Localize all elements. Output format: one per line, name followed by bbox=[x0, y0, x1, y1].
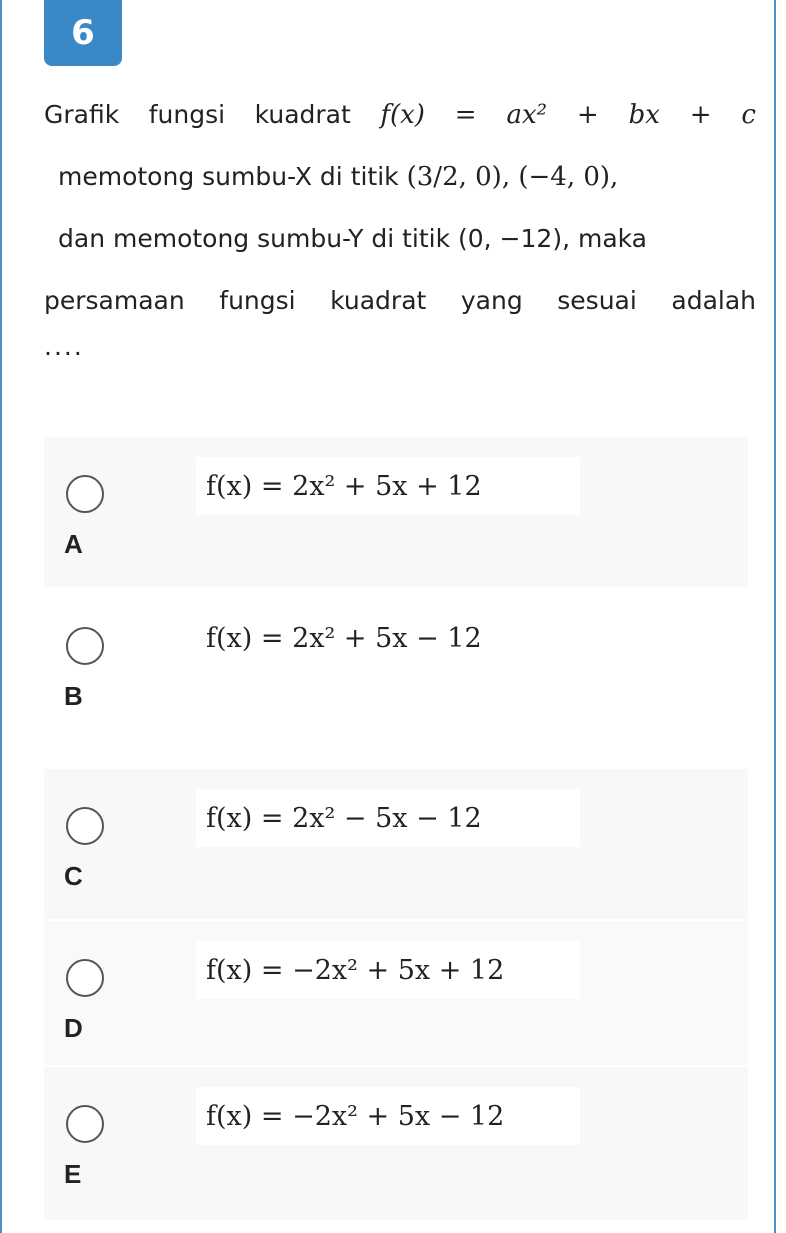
question-function-formula: f(x) = ax² + bx + c bbox=[380, 100, 756, 130]
question-x-intercepts: (3/2, 0), (−4, 0), bbox=[406, 162, 619, 192]
option-d-formula-box bbox=[196, 941, 580, 999]
question-ellipsis: .... bbox=[44, 332, 84, 361]
option-e-formula: f(x) = −2x² + 5x − 12 bbox=[206, 1100, 505, 1132]
option-c-formula: f(x) = 2x² − 5x − 12 bbox=[206, 802, 482, 834]
option-a-formula-box bbox=[196, 457, 580, 515]
radio-button-a[interactable] bbox=[66, 475, 104, 513]
question-line-3: dan memotong sumbu-Y di titik (0, −12), maka bbox=[58, 224, 648, 253]
radio-button-e[interactable] bbox=[66, 1105, 104, 1143]
question-line-1: Grafik fungsi kuadrat f(x) = ax² + bx + c bbox=[44, 100, 756, 130]
question-text bbox=[44, 84, 756, 362]
option-c[interactable] bbox=[44, 769, 748, 919]
option-d[interactable] bbox=[44, 921, 748, 1065]
option-b-formula: f(x) = 2x² + 5x − 12 bbox=[206, 622, 482, 654]
option-c-letter: C bbox=[64, 861, 83, 891]
option-b-letter: B bbox=[64, 681, 83, 711]
frame-left-border bbox=[0, 0, 2, 1233]
option-c-formula-box bbox=[196, 789, 580, 847]
radio-button-b[interactable] bbox=[66, 627, 104, 665]
option-e-letter: E bbox=[64, 1159, 82, 1189]
option-e-formula-box bbox=[196, 1087, 580, 1145]
question-number-badge bbox=[44, 0, 122, 66]
question-number: 6 bbox=[71, 13, 95, 53]
option-a-formula: f(x) = 2x² + 5x + 12 bbox=[206, 470, 482, 502]
option-a[interactable] bbox=[44, 437, 748, 587]
option-d-letter: D bbox=[64, 1013, 83, 1043]
frame-right-border bbox=[774, 0, 776, 1233]
radio-button-d[interactable] bbox=[66, 959, 104, 997]
option-d-formula: f(x) = −2x² + 5x + 12 bbox=[206, 954, 505, 986]
answer-options bbox=[44, 437, 748, 1222]
option-a-letter: A bbox=[64, 529, 83, 559]
option-b-formula-box bbox=[196, 609, 580, 667]
option-e[interactable] bbox=[44, 1067, 748, 1220]
question-line-4: persamaan fungsi kuadrat yang sesuai adalah bbox=[44, 286, 756, 315]
radio-button-c[interactable] bbox=[66, 807, 104, 845]
option-b[interactable] bbox=[44, 589, 748, 767]
question-line-2: memotong sumbu-X di titik (3/2, 0), (−4, 0), bbox=[58, 162, 619, 192]
